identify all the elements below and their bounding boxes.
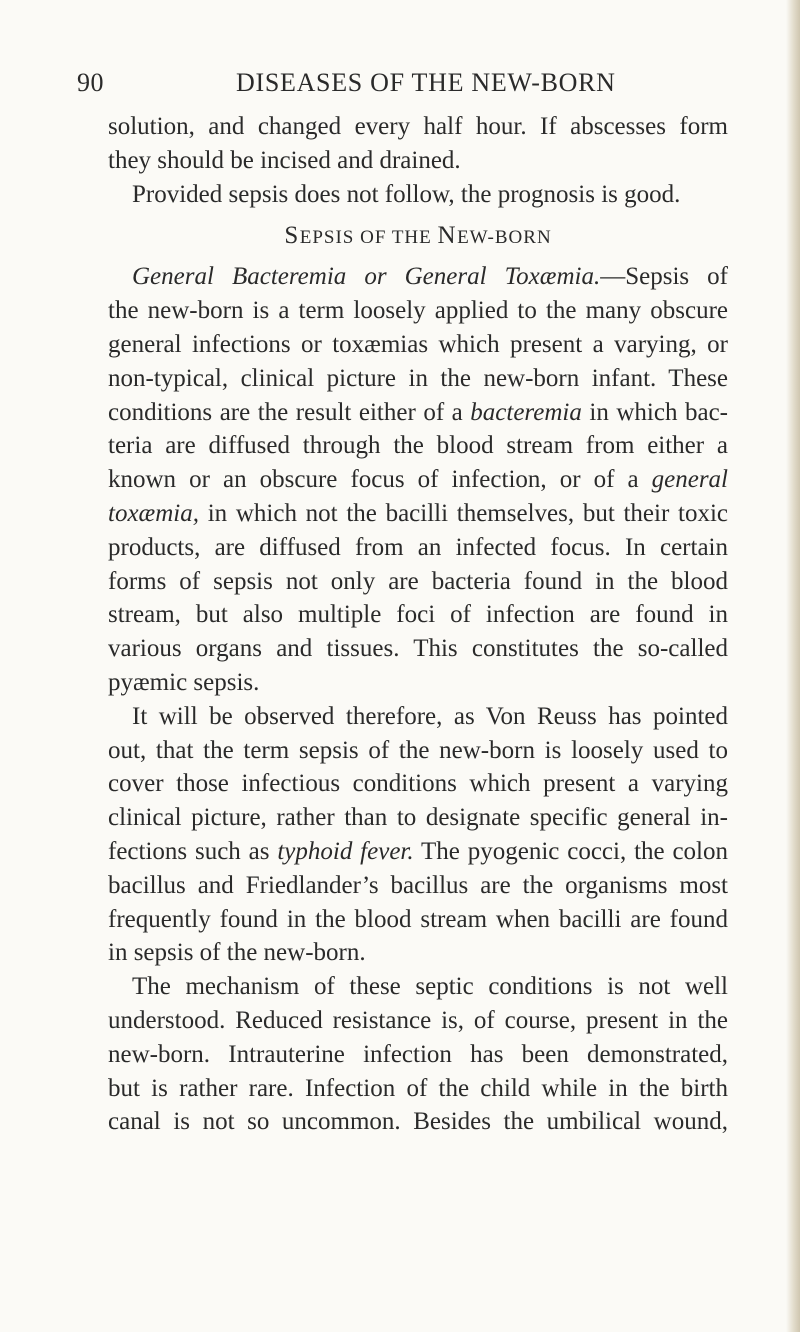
text-line: [108, 396, 728, 430]
text-line: pyæmic sepsis.: [108, 668, 260, 696]
body-text: [108, 110, 728, 1139]
text-line: understood. Reduced resistance is, of course, present in the: [108, 1006, 728, 1034]
text-line: [108, 260, 728, 294]
text-line: the new-born is a term loosely applied to the many obscure: [108, 297, 728, 325]
text-line: stream, but also multiple foci of infection are found in: [108, 601, 728, 629]
text-span: in which not the bacilli themselves, but their toxic: [207, 499, 728, 527]
text-line: teria are diffused through the blood stream from either a: [108, 432, 728, 460]
text-line: canal is not so uncommon. Besides the umbilical wound,: [108, 1108, 728, 1136]
text-line: cover those infectious conditions which present a varying: [108, 770, 728, 798]
text-span: known or an obscure focus of infection, or of a: [108, 466, 639, 494]
running-head: DISEASES OF THE NEW-BORN: [236, 68, 616, 97]
text-line: Provided sepsis does not follow, the prognosis is good.: [132, 180, 681, 208]
text-line: frequently found in the blood stream when bacilli are found: [108, 905, 728, 933]
text-line: but is rather rare. Infection of the child while in the birth: [108, 1074, 728, 1102]
heading-cap: N: [437, 222, 458, 250]
text-span: fections such as: [108, 837, 270, 865]
text-line: various organs and tissues. This constitutes the so-called: [108, 635, 728, 663]
text-line: The mechanism of these septic conditions is not well: [132, 973, 728, 1001]
text-line: forms of sepsis not only are bacteria found in the blood: [108, 567, 728, 595]
italic-term: general: [651, 466, 728, 494]
page-edge-shadow: [786, 0, 800, 1332]
text-line: [108, 497, 728, 531]
text-line: [108, 835, 728, 869]
text-line: clinical picture, rather than to designate specific general in-: [108, 804, 728, 832]
page-number: 90: [77, 68, 104, 97]
subsection-title: General Bacteremia or General Toxæmia.: [132, 263, 601, 291]
heading-smallcaps: EPSIS OF THE: [299, 227, 438, 249]
text-line: bacillus and Friedlander’s bacillus are the organisms most: [108, 871, 728, 899]
page-header: [0, 64, 800, 104]
text-line: non-typical, clinical picture in the new-born infant. These: [108, 364, 728, 392]
section-heading: [108, 213, 728, 259]
text-line: products, are diffused from an infected focus. In certain: [108, 533, 728, 561]
italic-term: typhoid fever.: [277, 837, 414, 865]
text-span: The pyogenic cocci, the colon: [421, 837, 728, 865]
text-line: new-born. Intrauterine infection has been demonstrated,: [108, 1040, 728, 1068]
heading-smallcaps: EW-BORN: [457, 227, 552, 249]
text-line: It will be observed therefore, as Von Reuss has pointed: [132, 702, 728, 730]
text-line: out, that the term sepsis of the new-born is loosely used to: [108, 736, 728, 764]
italic-term: toxæmia,: [108, 499, 199, 527]
italic-term: bacteremia: [470, 398, 582, 426]
text-line: in sepsis of the new-born.: [108, 939, 366, 967]
text-line: solution, and changed every half hour. If abscesses form: [108, 113, 728, 140]
text-span: conditions are the result either of a: [108, 398, 463, 426]
text-line: general infections or toxæmias which present a varying, or: [108, 330, 728, 358]
text-span: in which bac-: [589, 398, 728, 426]
text-line: they should be incised and drained.: [108, 146, 461, 174]
text-line: [108, 463, 728, 497]
text-span: —Sepsis of: [600, 263, 728, 291]
heading-cap: S: [284, 222, 300, 250]
